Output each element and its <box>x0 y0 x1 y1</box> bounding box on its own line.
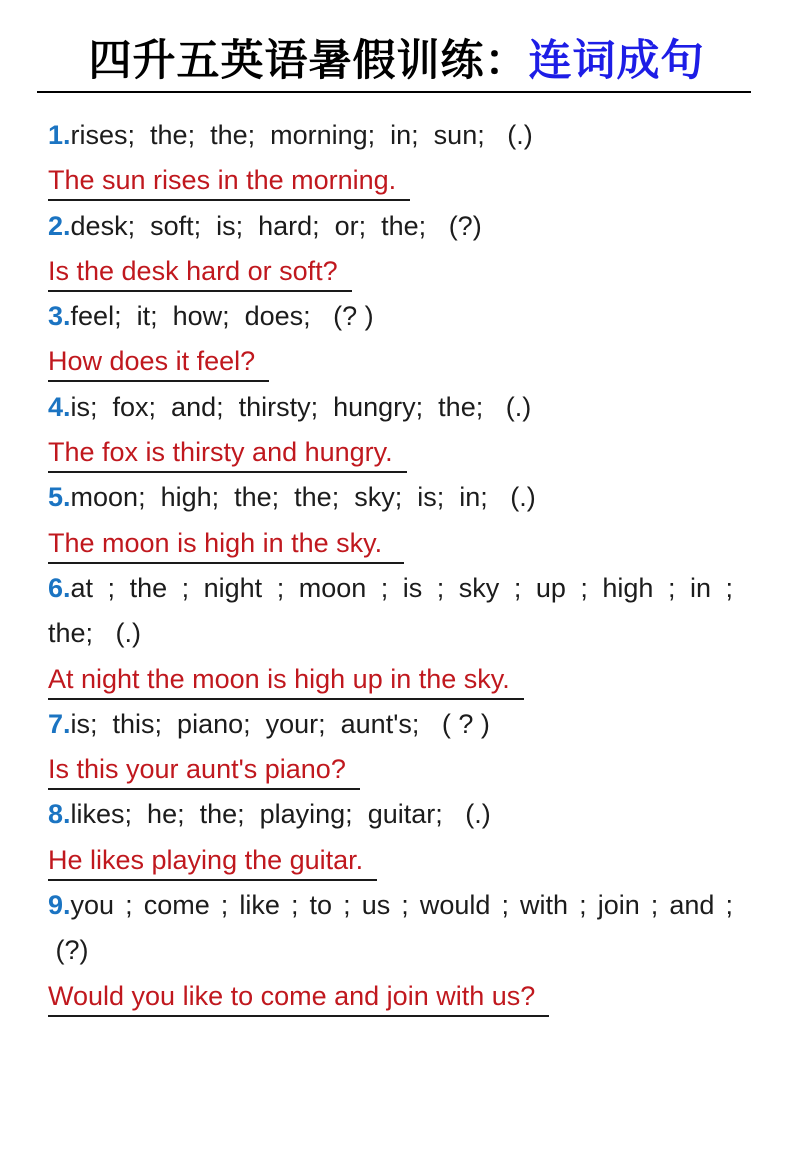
question-line <box>48 475 733 520</box>
answer-text: How does it feel? <box>48 343 269 382</box>
answer-line <box>48 339 733 384</box>
question-line <box>48 113 733 158</box>
answer-text: The moon is high in the sky. <box>48 525 404 564</box>
question-words: is; fox; and; thirsty; hungry; the; (.) <box>70 391 532 422</box>
answer-text: The sun rises in the morning. <box>48 162 410 201</box>
question-number: 8. <box>48 799 71 830</box>
exercise-item <box>48 204 733 295</box>
exercise-list <box>48 113 733 1019</box>
exercise-item <box>48 566 733 702</box>
page-title <box>0 34 793 88</box>
exercise-item <box>48 113 733 204</box>
question-number: 3. <box>48 301 71 332</box>
question-number: 2. <box>48 210 71 241</box>
title-main: 四升五英语暑假训练： <box>88 37 529 85</box>
title-underline <box>37 91 751 93</box>
question-line <box>48 611 733 656</box>
question-line <box>48 702 733 747</box>
answer-line <box>48 521 733 566</box>
question-line <box>48 883 733 928</box>
question-words: likes; he; the; playing; guitar; (.) <box>70 799 491 830</box>
question-line <box>48 204 733 249</box>
question-line <box>48 928 733 973</box>
question-number: 9. <box>48 890 71 921</box>
answer-text: The fox is thirsty and hungry. <box>48 434 407 473</box>
exercise-item <box>48 792 733 883</box>
question-line <box>48 385 733 430</box>
exercise-item <box>48 475 733 566</box>
question-number: 4. <box>48 391 71 422</box>
answer-line <box>48 430 733 475</box>
answer-text: He likes playing the guitar. <box>48 842 377 881</box>
question-number: 5. <box>48 482 71 513</box>
exercise-item <box>48 294 733 385</box>
exercise-item <box>48 702 733 793</box>
answer-line <box>48 158 733 203</box>
answer-line <box>48 657 733 702</box>
question-words: the; (.) <box>48 618 142 649</box>
answer-text: Is this your aunt's piano? <box>48 751 360 790</box>
question-words: (?) <box>48 935 89 966</box>
question-words: desk; soft; is; hard; or; the; (?) <box>70 210 482 241</box>
question-line <box>48 792 733 837</box>
question-words: you ; come ; like ; to ; us ; would ; with ; join ; and ; <box>70 890 733 921</box>
answer-text: Is the desk hard or soft? <box>48 253 352 292</box>
answer-text: Would you like to come and join with us? <box>48 978 549 1017</box>
question-words: is; this; piano; your; aunt's; ( ? ) <box>70 708 490 739</box>
question-words: at ; the ; night ; moon ; is ; sky ; up ; high ; in ; <box>70 572 733 603</box>
exercise-item <box>48 883 733 1019</box>
question-line <box>48 566 733 611</box>
question-words: feel; it; how; does; (? ) <box>70 301 374 332</box>
answer-line <box>48 974 733 1019</box>
answer-text: At night the moon is high up in the sky. <box>48 661 524 700</box>
worksheet-page <box>0 34 793 1156</box>
question-number: 6. <box>48 572 71 603</box>
answer-line <box>48 249 733 294</box>
question-number: 7. <box>48 708 71 739</box>
answer-line <box>48 838 733 883</box>
question-line <box>48 294 733 339</box>
title-accent: 连词成句 <box>528 37 705 85</box>
exercise-item <box>48 385 733 476</box>
question-words: rises; the; the; morning; in; sun; (.) <box>70 120 533 150</box>
answer-line <box>48 747 733 792</box>
question-number: 1. <box>48 120 71 150</box>
question-words: moon; high; the; the; sky; is; in; (.) <box>70 482 536 513</box>
